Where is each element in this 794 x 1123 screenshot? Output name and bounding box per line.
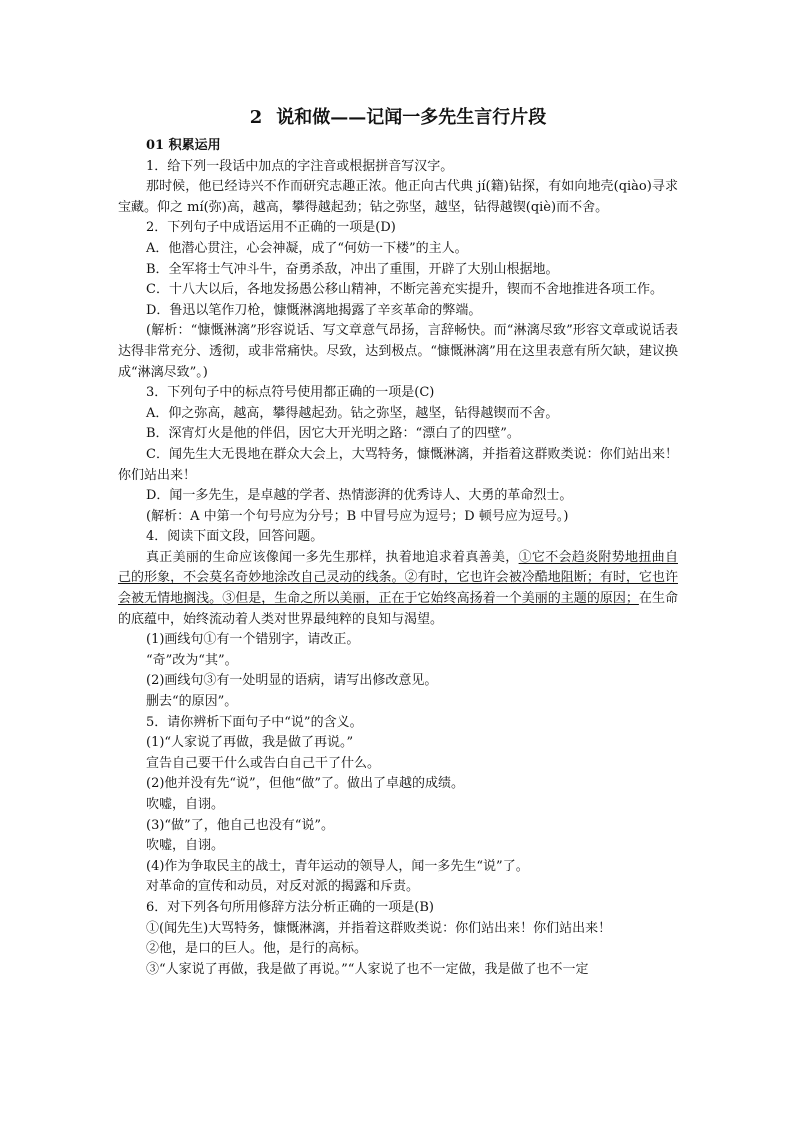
document-page [118,104,678,980]
q2-option-c: C．十八大以后，各地发扬愚公移山精神，不断完善充实提升，锲而不舍地推进各项工作。 [146,282,663,298]
q4-answer-2: 删去“的原因”。 [146,694,238,710]
passage-intro: 真正美丽的生命应该像闻一多先生那样，执着地追求着真善美， [146,549,519,565]
page-title [118,104,678,132]
underlined-sentence-1: ①它不会趋炎附势地扭曲自己的形象，不会莫名奇妙地涂改自己灵动的线条。 [118,549,678,586]
q2-option-a: A．他潜心贯注，心会神凝，成了“何妨一下楼”的主人。 [146,240,468,256]
q5-sentence-3: (3)“做”了，他自己也没有“说”。 [146,817,334,833]
underlined-sentence-2: ②有时，它也许会被冷酷地阻断；有时，它也许会被无情地搁浅。 [118,570,678,607]
lesson-number: 2 [249,107,263,128]
q5-answer-1: 宣告自己要干什么或告白自己干了什么。 [146,755,381,771]
q5-answer-4: 对革命的宣传和动员，对反对派的揭露和斥责。 [146,879,420,895]
q4-sub-question-2: (2)画线句③有一处明显的语病，请写出修改意见。 [146,673,438,689]
q1-paragraph: 那时候，他已经诗兴不作而研究志趣正浓。他正向古代典 jí(籍)钻探，有如向地壳(qiào)寻求宝藏。仰之 mí(弥)高，越高，攀得越起劲；钻之弥坚，越坚，钻得越锲(qiè)而不舍。 [118,179,678,215]
q4-answer-1: “奇”改为“其”。 [146,652,238,668]
q4-sub-question-1: (1)画线句①有一个错别字，请改正。 [146,632,360,648]
q5-answer-3: 吹嘘，自诩。 [146,838,225,854]
q6-item-3: ③“人家说了再做，我是做了再说。”“人家说了也不一定做，我是做了也不一定 [146,961,589,977]
q4-stem: 4．阅读下面文段，回答问题。 [146,529,324,545]
q5-sentence-1: (1)“人家说了再做，我是做了再说。” [146,735,354,751]
q3-analysis: (解析：A 中第一个句号应为分号；B 中冒号应为逗号；D 顿号应为逗号。) [146,508,569,524]
q2-option-d: D．鲁迅以笔作刀枪，慷慨淋漓地揭露了辛亥革命的弊端。 [146,302,482,318]
q2-stem: 2．下列句子中成语运用不正确的一项是(D) [146,220,396,236]
q5-answer-2: 吹嘘，自诩。 [146,797,225,812]
q3-option-c: C．闻先生大无畏地在群众大会上，大骂特务，慷慨淋漓，并指着这群败类说：你们站出来！你们站出来！ [118,446,678,483]
q2-analysis: (解析：“慷慨淋漓”形容说话、写文章意气昂扬，言辞畅快。而“淋漓尽致”形容文章或说话表达得非常充分、透彻，或非常痛快。尽致，达到极点。“慷慨淋漓”用在这里表意有所欠缺，建议换成“淋漓尽致”。) [118,323,678,380]
lesson-title: 说和做——记闻一多先生言行片段 [276,107,547,128]
q6-stem: 6．对下列各句所用修辞方法分析正确的一项是(B) [146,899,434,915]
q6-item-2: ②他，是口的巨人。他，是行的高标。 [146,941,368,957]
q3-option-a: A．仰之弥高，越高，攀得越起劲。钻之弥坚，越坚，钻得越锲而不舍。 [146,405,559,421]
q1-stem: 1．给下列一段话中加点的字注音或根据拼音写汉字。 [146,158,454,174]
q4-passage [118,548,678,630]
underlined-sentence-3: ③但是，生命之所以美丽，正在于它始终高扬着一个美丽的主题的原因； [222,591,639,607]
section-heading: 01 积累运用 [146,138,221,153]
q3-option-b: B．深宵灯火是他的伴侣，因它大开光明之路：“漂白了的四壁”。 [146,426,520,442]
passage-ending: 在生命的底蕴中，始终流动着人类对世界最纯粹的良知与渴望。 [118,591,678,627]
q3-stem: 3．下列句子中的标点符号使用都正确的一项是(C) [146,385,435,401]
q2-option-b: B．全军将士气冲斗牛，奋勇杀敌，冲出了重围，开辟了大别山根据地。 [146,261,559,277]
q6-item-1: ①(闻先生)大骂特务，慷慨淋漓，并指着这群败类说：你们站出来！你们站出来！ [146,920,612,936]
q5-stem: 5．请你辨析下面句子中“说”的含义。 [146,714,363,730]
q3-option-d: D．闻一多先生，是卓越的学者、热情澎湃的优秀诗人、大勇的革命烈士。 [146,488,573,504]
q5-sentence-2: (2)他并没有先“说”，但他“做”了。做出了卓越的成绩。 [146,776,464,792]
q5-sentence-4: (4)作为争取民主的战士，青年运动的领导人，闻一多先生“说”了。 [146,858,529,874]
